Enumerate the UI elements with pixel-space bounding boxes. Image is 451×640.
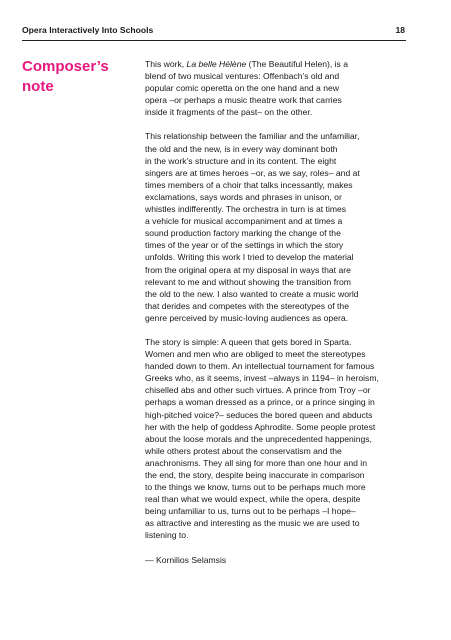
intro-text: This work, — [145, 59, 187, 69]
paragraph-line: to the things we know, turns out to be perhaps much more — [145, 482, 366, 493]
paragraph-line: whistles indifferently. The orchestra in turn is at times — [145, 204, 347, 215]
signature: — Kornilios Selamsis — [145, 554, 227, 565]
paragraph-line: popular comic operetta on the one hand and a new — [145, 83, 339, 94]
page-number: 18 — [395, 25, 405, 35]
header-divider — [22, 40, 406, 41]
paragraph-line: that derides and competes with the stereotypes of the — [145, 300, 349, 311]
paragraph-line: exclamations, says words and phrases in unison, or — [145, 191, 342, 202]
section-heading-line-1: Composer’s — [22, 58, 109, 75]
opera-title: La belle Hélène — [186, 59, 247, 69]
paragraph-line: genre perceived by music-loving audiences as opera. — [145, 312, 349, 323]
paragraph-line: a vehicle for musical accompaniment and at times a — [145, 216, 343, 227]
paragraph-line: from the original opera at my disposal in ways that are — [145, 264, 351, 275]
paragraph-line: opera –or perhaps a music theatre work that carries — [145, 95, 342, 106]
paragraph-line: in the work’s structure and in its content. The eight — [145, 155, 337, 166]
paragraph-line: Women and men who are obliged to meet the stereotypes — [145, 349, 366, 360]
paragraph-line: perhaps a woman dressed as a prince, or a prince singing in — [145, 397, 375, 408]
paragraph-line: relevant to me and without showing the transition from — [145, 276, 351, 287]
paragraph-intro — [145, 58, 417, 118]
section-heading-line-2: note — [22, 78, 54, 95]
paragraph-line: This relationship between the familiar and the unfamiliar, — [145, 131, 360, 142]
paragraph-line — [145, 58, 417, 70]
paragraph-line: the end, the story, despite being inaccurate in comparison — [145, 470, 365, 480]
paragraph-line: high-pitched voice?– seduces the bored queen and abducts — [145, 409, 373, 420]
paragraph-line: as attractive and interesting as the music we are used to — [145, 518, 360, 529]
paragraph-line: while others protest about the conservatism and the — [145, 445, 342, 456]
paragraph-line: the old to the new. I also wanted to create a music world — [145, 288, 359, 299]
paragraph-line: real than what we would expect, while the opera, despite — [145, 494, 361, 505]
paragraph-line: times of the year or of the settings in which the story — [145, 240, 344, 251]
paragraph-line: the old and the new, is in every way dominant both — [145, 143, 338, 154]
paragraph-story — [145, 336, 417, 542]
composer-note-body — [145, 58, 417, 578]
paragraph-line: Greeks who, as it seems, invest –always in 1194– in heroism, — [145, 373, 379, 384]
paragraph-line: chiselled abs and other such virtues. A prince from Troy –or — [145, 385, 371, 396]
paragraph-relationship — [145, 130, 417, 324]
paragraph-line: times members of a choir that talks incessantly, makes — [145, 179, 353, 190]
paragraph-line: singers are at times heroes –or, as we say, roles– and at — [145, 167, 360, 178]
paragraph-line: blend of two musical ventures: Offenbach’s old and — [145, 71, 340, 82]
paragraph-line: inside it fragments of the past– on the other. — [145, 107, 313, 118]
paragraph-line: The story is simple: A queen that gets bored in Sparta. — [145, 336, 352, 347]
paragraph-line: unfolds. Writing this work I tried to develop the material — [145, 252, 354, 263]
section-heading — [22, 57, 132, 97]
paragraph-line: about the loose morals and the unprecedented happenings, — [145, 433, 372, 444]
intro-text-rest: (The Beautiful Helen), is a — [246, 59, 349, 69]
paragraph-line: sound production factory marking the change of the — [145, 228, 341, 239]
paragraph-line: being unfamiliar to us, turns out to be perhaps –I hope– — [145, 506, 356, 517]
paragraph-line: handed down to them. An intellectual tournament for famous — [145, 361, 375, 372]
paragraph-line: her with the help of goddess Aphrodite. Some people protest — [145, 421, 376, 432]
document-header-title: Opera Interactively Into Schools — [22, 25, 154, 35]
paragraph-line: anachronisms. They all sing for more than one hour and in — [145, 457, 367, 468]
paragraph-line: listening to. — [145, 530, 189, 541]
